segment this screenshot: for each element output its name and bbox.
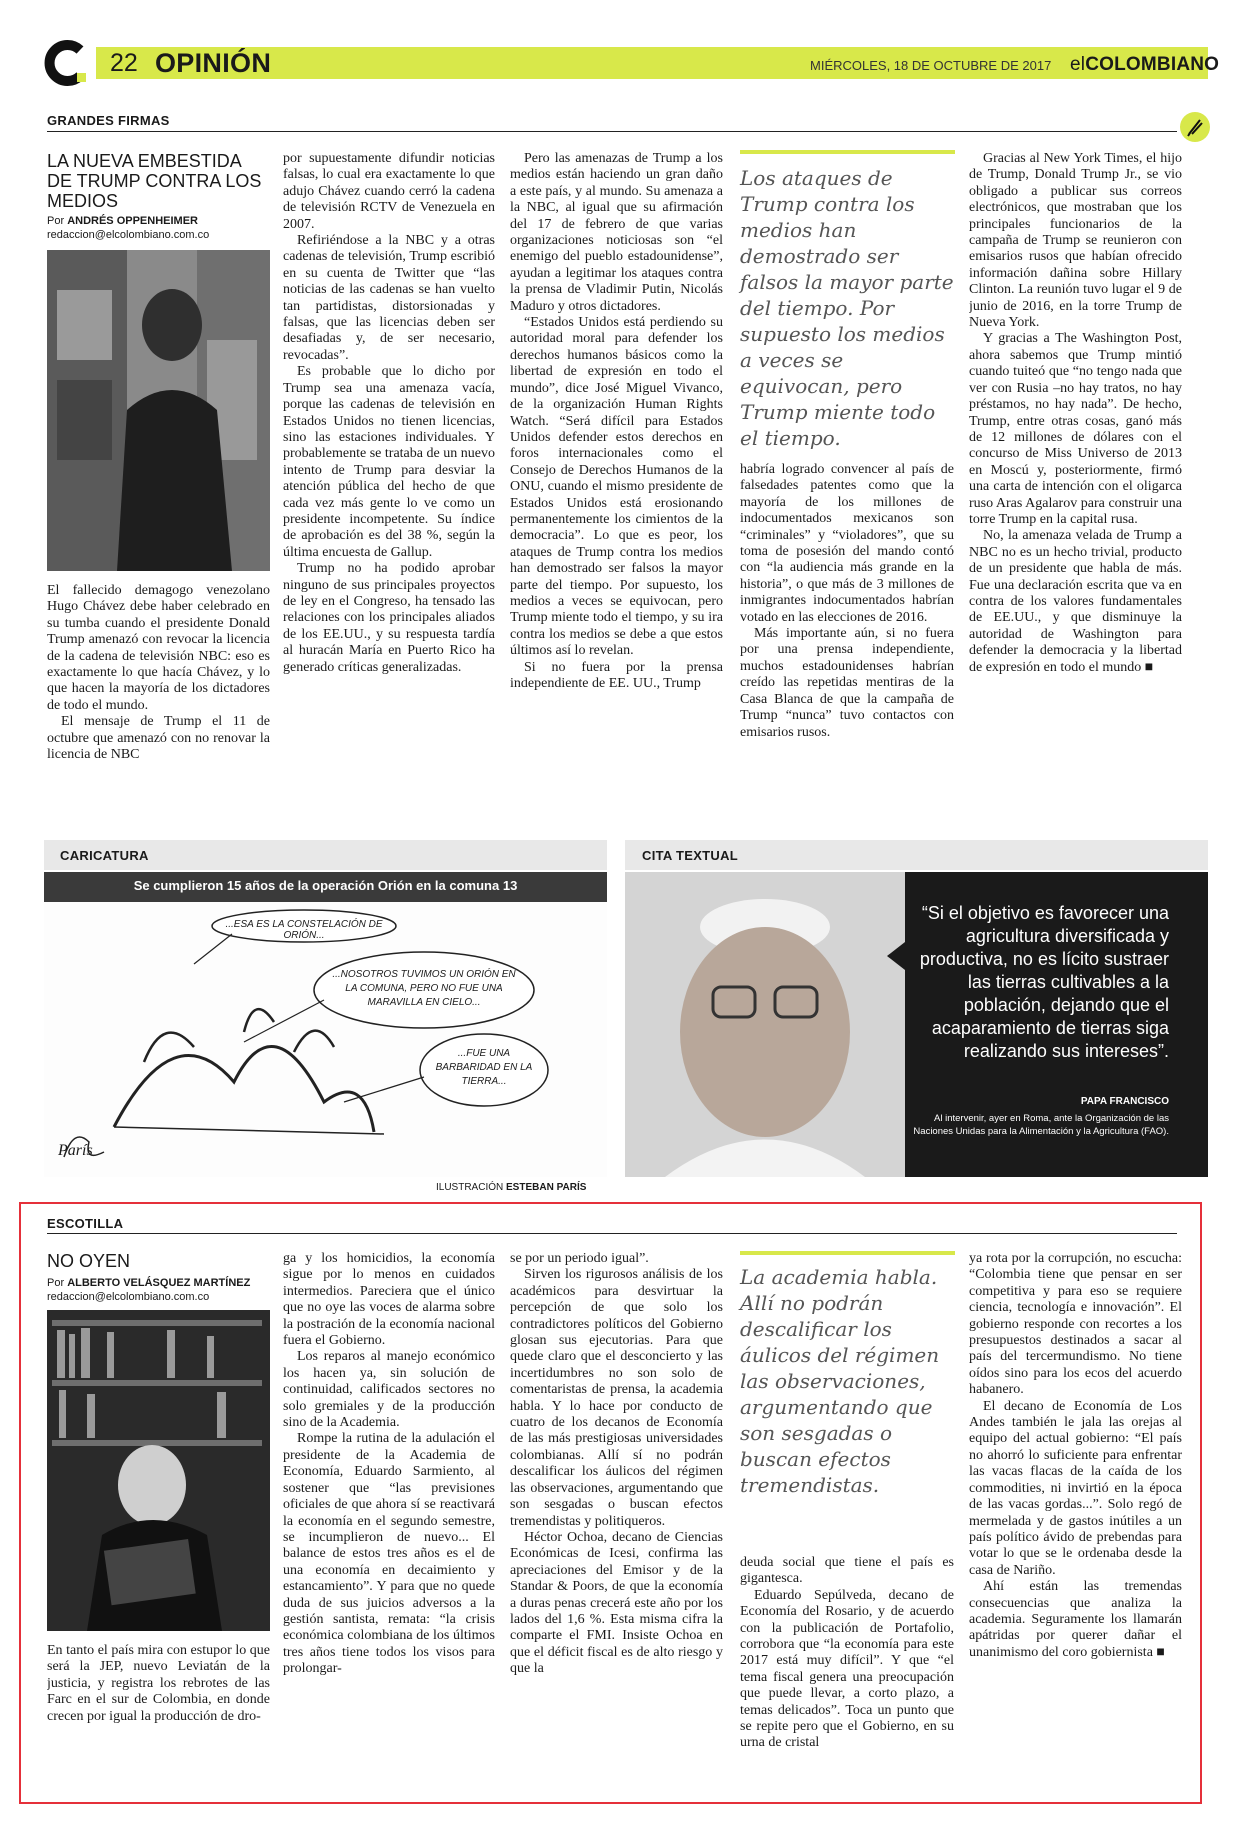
paragraph: El decano de Economía de Los Andes también le jala las orejas al equipo del actual gobierno: “El país no ahorró lo suficiente para enfrentar las vacas flacas de la caída de los commodities, ni invirtió en la época de las vacas gordas...”. Solo regó de mermelada y de gastos inútiles a un país político ávido de prebendas para votar lo que se le ordenaba desde la casa de Nariño.	[969, 1398, 1182, 1578]
cartoon-bubble-3: ...FUE UNA BARBARIDAD EN LA TIERRA...	[435, 1048, 533, 1087]
quote-accent-line	[740, 150, 955, 154]
author-photo-oppenheimer	[47, 250, 270, 571]
top-col-1	[47, 583, 270, 803]
top-col-2	[283, 151, 495, 806]
cita-context: Al intervenir, ayer en Roma, ante la Organización de las Naciones Unidas para la Alimentación y la Agricultura (FAO).	[913, 1113, 1169, 1137]
top-byline	[47, 214, 277, 242]
paragraph: ya rota por la corrupción, no escucha: “Colombia tiene que pensar en ser competitiva y para eso se requiere ciencia, tecnología e innovación”. El gobierno responde con recortes a los presupuestos destinados a sacar al país del tercermundismo. No tiene oídos sino para los ecos del acuerdo habanero.	[969, 1251, 1182, 1398]
paragraph: se por un periodo igual”.	[510, 1251, 649, 1266]
speech-pointer-icon	[887, 942, 905, 970]
cartoon-illustration	[44, 872, 607, 1177]
bottom-col-2	[283, 1251, 495, 1803]
top-col-3	[510, 151, 723, 806]
paragraph: Si no fuera por la prensa independiente de EE. UU., Trump	[510, 659, 723, 691]
paragraph: ga y los homicidios, la economía sigue por lo menos en cuidados intermedios. Pareciera que el único que no oye las voces de alarma sobre la postración de la economía nacional fuera el Gobierno.	[283, 1251, 495, 1349]
brand-name	[1070, 54, 1219, 76]
paragraph: Pero las amenazas de Trump a los medios están haciendo un gran daño a este país, y al mundo. Su amenaza a la NBC, al igual que su afirmación del 17 de febrero de que varias organizaciones noticiosas son “el enemigo del pueblo estadounidense”, ayudan a legitimar los ataques contra la prensa de Vladimir Putin, Nicolás Maduro y otros dictadores.	[510, 151, 723, 314]
bottom-col-5	[969, 1251, 1182, 1803]
newspaper-logo-icon	[44, 40, 90, 86]
paragraph: deuda social que tiene el país es gigantesca.	[740, 1555, 954, 1587]
paragraph: Sirven los rigurosos análisis de los académicos para desvirtuar la percepción de que solo los contradictores políticos del Gobierno glosan sus ejecutorias. Para que quede claro que el desconcierto y las incertidumbres no son solo de comentaristas de prensa, la academia habla. Y lo hace por conducto de cuatro de los decanos de Economía de las más prestigiosas universidades colombianas. Allí sí no podrán descalificar los áulicos del régimen las observaciones, argumentando que son sesgadas o buscan efectos tremendistas y politiqueros.	[510, 1267, 723, 1529]
cita-speaker: PAPA FRANCISCO	[1080, 1096, 1169, 1107]
top-email: redaccion@elcolombiano.com.co	[47, 229, 210, 241]
page-number: 22	[110, 49, 138, 77]
paragraph: Ahí están las tremendas consecuencias que analiza la academia. Seguramente los llamarán apátridas por querer dañar el unanimismo del coro gobiernista ■	[969, 1579, 1182, 1660]
paragraph: por supuestamente difundir noticias falsas, lo cual era exactamente lo que adujo Chávez cuando cerró la cadena de televisión RCTV de Venezuela en 2007.	[283, 151, 495, 232]
caricatura-kicker: CARICATURA	[60, 848, 149, 863]
brand-prefix: el	[1070, 54, 1086, 75]
paragraph: Gracias al New York Times, el hijo de Trump, Donald Trump Jr., se vio obligado a publicar sus correos electrónicos, que mostraban que los principales funcionarios de la campaña de Trump se reunieron con emisarios rusos que habían ofrecido información dañina sobre Hillary Clinton. La reunión tuvo lugar el 9 de junio de 2016, en la torre Trump de Nueva York.	[969, 151, 1182, 331]
paragraph: Trump no ha podido aprobar ninguno de sus principales proyectos de ley en el Congreso, ha tensado las relaciones con los principales aliados de los EE.UU., y su respuesta tardía al huracán María en Puerto Rico ha generado críticas generalizadas.	[283, 561, 495, 675]
pen-icon	[1180, 112, 1210, 142]
bottom-kicker: ESCOTILLA	[47, 1216, 124, 1231]
paragraph: Y gracias a The Washington Post, ahora sabemos que Trump mintió cuando tuiteó que “no tengo nada que ver con Rusia –no hay tratos, no hay préstamos, no hay nada”. De hecho, Trump, entre otras cosas, ganó más de 12 millones de dólares con el concurso de Miss Universo de 2013 en Moscú y, posteriormente, firmó una carta de intención con el oligarca ruso Aras Agalarov para construir una torre Trump en la capital rusa.	[969, 331, 1182, 527]
paragraph: El mensaje de Trump el 11 de octubre que amenazó con no renovar la licencia de NBC	[47, 714, 270, 763]
cartoon-headline: Se cumplieron 15 años de la operación Orión en la comuna 13	[133, 878, 518, 893]
author-photo-velasquez	[47, 1310, 270, 1631]
bottom-divider	[47, 1233, 1177, 1234]
top-divider	[47, 131, 1177, 132]
paragraph: Eduardo Sepúlveda, decano de Economía del Rosario, y de acuerdo con la publicación de Portafolio, corrobora que “la economía para este 2017 está muy difícil”. Y que “el tema fiscal genera una preocupación que puede llevar, a corto plazo, a temas delicados”. Toca un punto que se repite pero que el Gobierno, en su urna de cristal	[740, 1587, 954, 1751]
edition-date: MIÉRCOLES, 18 DE OCTUBRE DE 2017	[810, 58, 1052, 73]
top-article-title: LA NUEVA EMBESTIDA DE TRUMP CONTRA LOS MEDIOS	[47, 151, 262, 211]
quote-accent-line	[740, 1251, 955, 1255]
top-pull-quote: Los ataques de Trump contra los medios han demostrado ser falsos la mayor parte del tiempo. Por supuesto los medios a veces se equivocan, pero Trump miente todo el tiempo.	[740, 166, 954, 450]
paragraph: Rompe la rutina de la adulación el presidente de la Academia de Economía, Eduardo Sarmiento, al sostener que “las previsiones oficiales de que ahora sí se reactivará la economía en el segundo semestre, se incumplieron de nuevo... El balance de estos tres años es el de una economía en decaimiento y estancamiento”. Y para que no quede duda de sus juicios adversos a la gestión santista, remata: “la crisis económica colombiana de los últimos tres años tiene todos los visos para prolongar-	[283, 1431, 495, 1677]
brand-main: COLOMBIANO	[1085, 54, 1220, 75]
bottom-col-3	[510, 1251, 723, 1803]
cartoon-signature: París	[58, 1142, 93, 1159]
paragraph: No, la amenaza velada de Trump a NBC no es un hecho trivial, producto de un presidente que habla de más. Fue una declaración escrita que va en contra de los valores fundamentales de EE.UU., y que disminuye la autoridad de Washington para defender la democracia y la libertad de expresión en todo el mundo ■	[969, 528, 1182, 675]
bottom-col-1	[47, 1643, 270, 1803]
top-author: ANDRÉS OPPENHEIMER	[67, 215, 198, 227]
cartoon-bubble-1: ...ESA ES LA CONSTELACIÓN DE ORIÓN...	[225, 919, 383, 941]
byline-prefix: Por	[47, 1277, 65, 1289]
cartoon-bubble-2: ...NOSOTROS TUVIMOS UN ORIÓN EN LA COMUNA, PERO NO FUE UNA MARAVILLA EN CIELO...	[332, 969, 516, 1008]
cita-kicker: CITA TEXTUAL	[642, 848, 739, 863]
section-title: OPINIÓN	[155, 48, 272, 78]
paragraph: El fallecido demagogo venezolano Hugo Chávez debe haber celebrado en su tumba cuando el presidente Donald Trump amenazó con revocar la licencia de la cadena de televisión NBC: eso es exactamente lo que hacía Chávez, y lo que hacen la mayoría de los dictadores de todo el mundo.	[47, 583, 270, 713]
top-kicker: GRANDES FIRMAS	[47, 113, 170, 128]
top-col-5	[969, 151, 1182, 806]
cartoon-credit	[436, 1182, 586, 1193]
bottom-article-title: NO OYEN	[47, 1251, 131, 1271]
cita-quote: “Si el objetivo es favorecer una agricultura diversificada y productiva, no es lícito sustraer las tierras cultivables a la población, dejando que el acaparamiento de tierras siga realizando sus intereses”.	[919, 903, 1169, 1061]
paragraph: “Estados Unidos está perdiendo su autoridad moral para defender los derechos humanos básicos como la libertad de expresión en todo el mundo”, dice José Miguel Vivanco, de la organización Human Rights Watch. “Será difícil para Estados Unidos defender estos derechos en foros internacionales como el Consejo de Derechos Humanos de la ONU, cuando el mismo presidente de Estados Unidos está erosionando permanentemente los cimientos de la democracia”. Lo que es peor, los ataques de Trump contra los medios han demostrado ser falsos la mayor parte del tiempo. Por supuesto, los medios a veces se equivocan, pero Trump miente todo el tiempo, y su ira contra los medios se debe a que estos últimos así lo revelan.	[510, 315, 723, 659]
paragraph: Más importante aún, si no fuera por una prensa independiente, muchos estadounidenses habrían creído las repetidas mentiras de la Casa Blanca de que la campaña de Trump “nunca” tuvo contactos con emisarios rusos.	[740, 626, 954, 740]
paragraph: habría logrado convencer al país de falsedades patentes como que la mayoría de los millones de indocumentados mexicanos son “criminales” y “violadores”, que su toma de posesión del mando contó con “la audiencia más grande en la historia”, o que más de 3 millones de inmigrantes indocumentados habrían votado en las elecciones de 2016.	[740, 462, 954, 625]
credit-prefix: ILUSTRACIÓN	[436, 1182, 504, 1193]
byline-prefix: Por	[47, 215, 65, 227]
bottom-pull-quote: La academia habla. Allí no podrán descalificar los áulicos del régimen las observaciones, argumentando que son sesgadas o buscan efectos tremendistas.	[740, 1265, 940, 1497]
top-col-4	[740, 462, 954, 806]
paragraph: Refiriéndose a la NBC y a otras cadenas de televisión, Trump escribió en su cuenta de Twitter que “las noticias de las cadenas se han vuelto tan partidistas, distorsionadas y falsas, que las licencias deben ser desafiadas y, de ser necesario, revocadas”.	[283, 233, 495, 363]
credit-name: ESTEBAN PARÍS	[506, 1182, 587, 1193]
bottom-col-4	[740, 1555, 954, 1803]
paragraph: Los reparos al manejo económico los hacen ya, sin solución de continuidad, calificados sectores no solo gremiales y de la producción sino de la Academia.	[283, 1349, 495, 1431]
paragraph: Héctor Ochoa, decano de Ciencias Económicas de Icesi, confirma las apreciaciones del Emisor y de la Standar & Poors, de que la economía a duras penas crecerá este año por los lados del 1,6 %. Esta misma cifra la comparte el FMI. Insiste Ochoa en que el déficit fiscal es de alto riesgo y que la	[510, 1529, 723, 1677]
paragraph: En tanto el país mira con estupor lo que será la JEP, nuevo Leviatán de la justicia, y registra los rebrotes de las Farc en el sur de Colombia, en donde crecen por igual la producción de dro-	[47, 1643, 270, 1724]
paragraph: Es probable que lo dicho por Trump sea una amenaza vacía, porque las cadenas de televisión en Estados Unidos no tienen licencias, sino las estaciones individuales. Y probablemente se trataba de un nuevo intento de Trump para desviar la atención pública del hecho de que cada vez más gente lo ve como un presidente incompetente. Su índice de aprobación es del 38 %, según la última encuesta de Gallup.	[283, 364, 495, 560]
bottom-email: redaccion@elcolombiano.com.co	[47, 1291, 210, 1303]
bottom-byline	[47, 1276, 277, 1304]
bottom-author: ALBERTO VELÁSQUEZ MARTÍNEZ	[67, 1277, 251, 1289]
